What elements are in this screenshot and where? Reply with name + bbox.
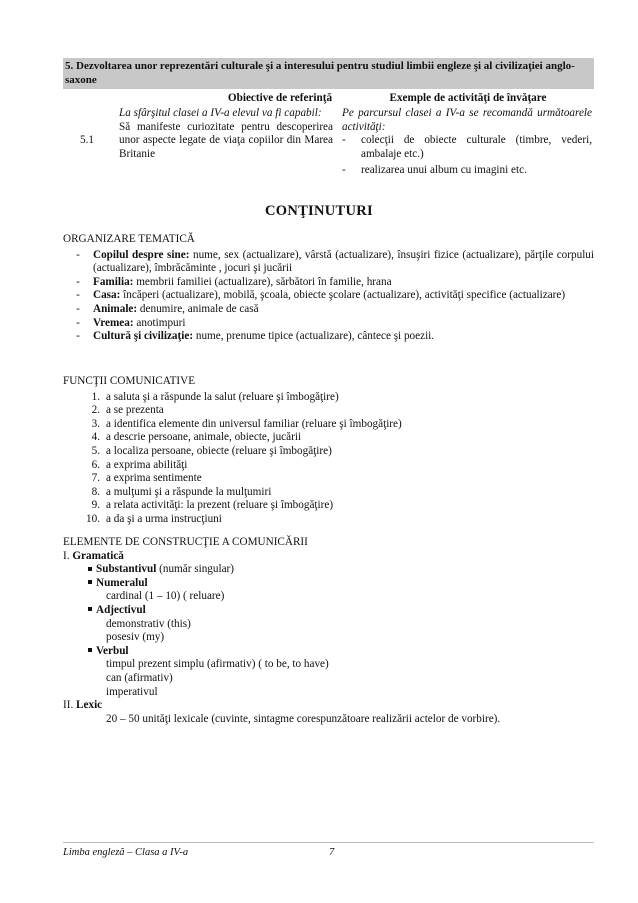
grammar-subitem: posesiv (my) — [106, 631, 165, 644]
grammar-item-numeral: Numeralul — [63, 577, 594, 591]
objective-intro: La sfârşitul clasei a IV-a elevul va fi capabil: — [119, 107, 322, 119]
grammar-subitem: can (afirmativ) — [106, 671, 173, 684]
activities-column-header: Exemple de activităţi de învăţare — [389, 92, 547, 104]
grammar-subitem: timpul prezent simplu (afirmativ) ( to be, to have) — [106, 658, 329, 671]
bullet-icon — [88, 648, 92, 652]
thematic-organization-title: ORGANIZARE TEMATICĂ — [63, 233, 195, 245]
list-item: 10. a da şi a urma instrucţiuni — [86, 512, 222, 525]
list-item: 4. a descrie persoane, animale, obiecte, jucării — [91, 431, 302, 444]
thematic-list — [63, 249, 594, 344]
grammar-item-noun: Substantivul (număr singular) — [63, 563, 594, 577]
thematic-organization — [63, 233, 594, 344]
functions-list — [63, 391, 594, 527]
list-item: - Casa: încăperi (actualizare), mobilă, şcoala, obiecte şcolare (actualizare), activităţi specifice (actualizare) — [76, 289, 566, 302]
list-item: - Familia: membrii familiei (actualizare), sărbători în familie, hrana — [76, 275, 392, 288]
grammar-subitem: cardinal (1 – 10) ( reluare) — [106, 590, 225, 603]
list-item: 5. a localiza persoane, obiecte (reluare şi îmbogăţire) — [91, 444, 332, 457]
communication-elements-title: ELEMENTE DE CONSTRUCŢIE A COMUNICĂRII — [63, 536, 308, 548]
list-item: 2. a se prezenta — [91, 404, 164, 417]
bullet-icon — [88, 567, 92, 571]
communicative-functions-title: FUNCŢII COMUNICATIVE — [63, 375, 196, 387]
objectives-column-header: Obiective de referinţă — [227, 92, 333, 104]
list-item: - Vremea: anotimpuri — [76, 316, 186, 329]
grammar-item-verb: Verbul — [63, 645, 594, 659]
list-item: 8. a mulţumi şi a răspunde la mulţumiri — [91, 485, 272, 498]
activities-intro: Pe parcursul clasei a IV-a se recomandă urmǎtoarele activităţi: — [342, 107, 592, 133]
list-item: - Copilul despre sine: nume, sex (actualizare), vârstă (actualizare), însuşiri fizice (actualizare), părţile corpului (actualizare), îmbrăcăminte , jocuri şi jucării — [76, 248, 594, 275]
list-item: - Cultură şi civilizaţie: nume, prenume tipice (actualizare), cântece şi poezii. — [76, 330, 435, 343]
list-item: 1. a saluta şi a răspunde la salut (reluare şi îmbogăţire) — [91, 390, 339, 403]
footer-title: Limba engleză – Clasa a IV-a — [63, 847, 189, 858]
objective-description: Să manifeste curiozitate pentru descoperirea unor aspecte legate de viaţa copiilor din Marea Britanie — [119, 120, 333, 160]
grammar-heading: I. Gramatică — [63, 549, 124, 562]
activity-item: - colecţii de obiecte culturale (timbre, vederi, ambalaje etc.) — [342, 134, 592, 160]
grammar-subitem: imperativul — [106, 685, 158, 698]
bullet-icon — [88, 580, 92, 584]
section-5-title: 5. Dezvoltarea unor reprezentări culturale şi a interesului pentru studiul limbii engleze şi al civilizaţiei anglo-saxone — [63, 58, 594, 89]
list-item: 9. a relata activităţi: la prezent (reluare şi îmbogăţire) — [91, 499, 334, 512]
page-number: 7 — [329, 847, 335, 858]
footer-divider — [63, 842, 594, 843]
list-item: - Animale: denumire, animale de casă — [76, 302, 259, 315]
lexicon-text: 20 – 50 unităţi lexicale (cuvinte, sintagme corespunzătoare realizării actelor de vorbire). — [106, 712, 501, 725]
list-item: 7. a exprima sentimente — [91, 472, 202, 485]
activities-text — [342, 107, 592, 178]
communicative-functions — [63, 375, 594, 527]
bullet-icon — [88, 607, 92, 611]
lexicon-heading: II. Lexic — [63, 699, 103, 712]
communication-elements — [63, 536, 594, 726]
list-item: 6. a exprima abilităţi — [91, 458, 188, 471]
list-item: 3. a identifica elemente din universul familiar (reluare şi îmbogăţire) — [91, 417, 402, 430]
activity-item: - realizarea unui album cu imagini etc. — [342, 164, 527, 177]
contents-heading: CONŢINUTURI — [264, 203, 374, 219]
objective-text — [119, 107, 333, 161]
grammar-item-adjective: Adjectivul — [63, 604, 594, 618]
grammar-subitem: demonstrativ (this) — [106, 617, 191, 630]
objective-number: 5.1 — [80, 134, 94, 146]
